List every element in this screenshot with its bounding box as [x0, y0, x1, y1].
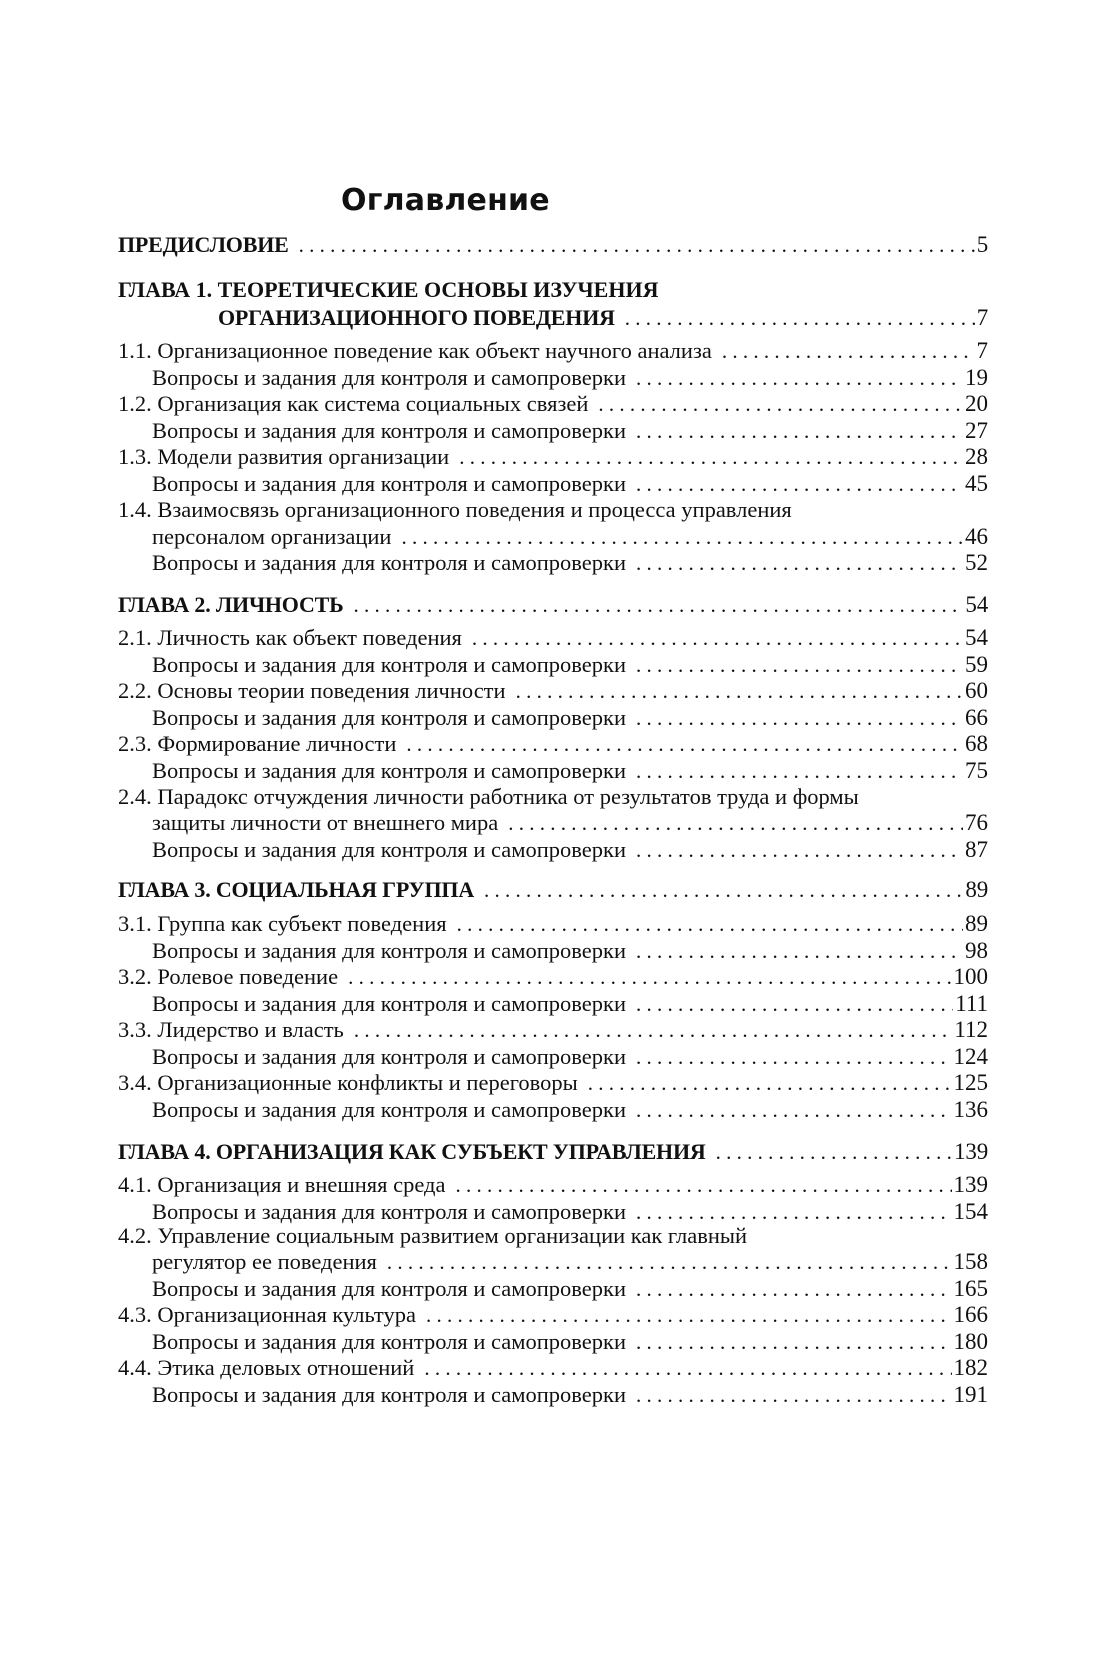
- leader-dots: [636, 651, 963, 679]
- toc-entry-preface[interactable]: [118, 231, 988, 259]
- toc-entry-1-1[interactable]: [118, 337, 988, 365]
- leader-dots: [401, 523, 963, 551]
- toc-entry-chapter-1[interactable]: [218, 304, 988, 332]
- toc-entry-4-1[interactable]: [118, 1171, 988, 1199]
- toc-entry-questions[interactable]: [152, 937, 988, 965]
- toc-entry-chapter-4[interactable]: [118, 1138, 988, 1166]
- toc-page-number: 46: [965, 524, 988, 549]
- toc-entry-title: 3.2. Ролевое поведение: [118, 964, 339, 989]
- toc-entry-title: Вопросы и задания для контроля и самопроверки: [152, 1329, 627, 1354]
- toc-entry-first-line: 2.4. Парадокс отчуждения личности работника от результатов труда и формы: [118, 784, 859, 809]
- toc-page-number: 28: [965, 444, 988, 469]
- leader-dots: [636, 704, 963, 732]
- toc-entry-questions[interactable]: [152, 651, 988, 679]
- toc-entry-questions[interactable]: [152, 1328, 988, 1356]
- toc-entry-chapter-3[interactable]: [118, 876, 988, 904]
- toc-page-number: 100: [953, 964, 988, 989]
- toc-entry-title: Вопросы и задания для контроля и самопроверки: [152, 550, 627, 575]
- toc-entry-2-2[interactable]: [118, 677, 988, 705]
- toc-page-number: 59: [965, 652, 988, 677]
- toc-entry-title: Вопросы и задания для контроля и самопроверки: [152, 1097, 627, 1122]
- toc-page-number: 166: [953, 1302, 988, 1327]
- leader-dots: [299, 231, 975, 259]
- toc-entry-title: 4.1. Организация и внешняя среда: [118, 1172, 446, 1197]
- toc-entry-4-2[interactable]: [152, 1248, 988, 1276]
- toc-entry-questions[interactable]: [152, 470, 988, 498]
- toc-page-number: 68: [965, 731, 988, 756]
- leader-dots: [636, 757, 963, 785]
- toc-entry-1-4[interactable]: [152, 523, 988, 551]
- leader-dots: [636, 937, 963, 965]
- toc-page-number: 139: [953, 1172, 988, 1197]
- toc-entry-title: ОРГАНИЗАЦИОННОГО ПОВЕДЕНИЯ: [218, 305, 615, 330]
- toc-entry-questions[interactable]: [152, 364, 988, 392]
- toc-entry-title: 1.1. Организационное поведение как объект научного анализа: [118, 338, 712, 363]
- toc-entry-title: Вопросы и задания для контроля и самопроверки: [152, 1382, 627, 1407]
- toc-entry-3-1[interactable]: [118, 910, 988, 938]
- toc-page-number: 182: [953, 1355, 988, 1380]
- toc-entry-4-3[interactable]: [118, 1301, 988, 1329]
- toc-entry-title: 3.1. Группа как субъект поведения: [118, 911, 447, 936]
- toc-page-number: 66: [965, 705, 988, 730]
- leader-dots: [722, 337, 975, 365]
- leader-dots: [636, 1096, 951, 1124]
- toc-entry-title: Вопросы и задания для контроля и самопроверки: [152, 471, 627, 496]
- toc-entry-3-3[interactable]: [118, 1016, 988, 1044]
- toc-page-number: 89: [965, 911, 988, 936]
- toc-entry-title: 1.3. Модели развития организации: [118, 444, 450, 469]
- leader-dots: [636, 470, 963, 498]
- toc-entry-chapter-2[interactable]: [118, 591, 988, 619]
- leader-dots: [472, 624, 963, 652]
- toc-entry-4-4[interactable]: [118, 1354, 988, 1382]
- toc-page-number: 52: [965, 550, 988, 575]
- toc-entry-title: Вопросы и задания для контроля и самопроверки: [152, 1276, 627, 1301]
- toc-page-number: 27: [965, 418, 988, 443]
- leader-dots: [636, 549, 963, 577]
- toc-page-number: 60: [965, 678, 988, 703]
- toc-entry-title: Вопросы и задания для контроля и самопроверки: [152, 365, 627, 390]
- leader-dots: [406, 730, 963, 758]
- leader-dots: [354, 1016, 953, 1044]
- leader-dots: [636, 417, 963, 445]
- leader-dots: [484, 876, 963, 904]
- page-title: Оглавление: [341, 183, 550, 218]
- toc-entry-1-2[interactable]: [118, 390, 988, 418]
- toc-entry-2-3[interactable]: [118, 730, 988, 758]
- leader-dots: [588, 1069, 952, 1097]
- toc-page-number: 125: [953, 1070, 988, 1095]
- toc-page-number: 7: [976, 305, 988, 330]
- toc-page-number: 89: [965, 877, 988, 902]
- toc-entry-title: 4.3. Организационная культура: [118, 1302, 416, 1327]
- toc-entry-title: Вопросы и задания для контроля и самопроверки: [152, 991, 627, 1016]
- toc-entry-questions[interactable]: [152, 1043, 988, 1071]
- toc-entry-questions[interactable]: [152, 757, 988, 785]
- toc-entry-title: ГЛАВА 3. СОЦИАЛЬНАЯ ГРУППА: [118, 877, 475, 902]
- toc-entry-questions[interactable]: [152, 1275, 988, 1303]
- toc-entry-title: ГЛАВА 2. ЛИЧНОСТЬ: [118, 592, 344, 617]
- toc-entry-title: Вопросы и задания для контроля и самопроверки: [152, 418, 627, 443]
- toc-page-number: 112: [954, 1017, 988, 1042]
- toc-entry-title: 2.3. Формирование личности: [118, 731, 397, 756]
- toc-entry-3-2[interactable]: [118, 963, 988, 991]
- toc-entry-questions[interactable]: [152, 549, 988, 577]
- toc-entry-title: Вопросы и задания для контроля и самопроверки: [152, 652, 627, 677]
- toc-entry-title: Вопросы и задания для контроля и самопроверки: [152, 938, 627, 963]
- leader-dots: [625, 304, 975, 332]
- toc-page-number: 45: [965, 471, 988, 496]
- leader-dots: [636, 1381, 951, 1409]
- toc-entry-questions[interactable]: [152, 417, 988, 445]
- leader-dots: [353, 591, 963, 619]
- leader-dots: [455, 1171, 951, 1199]
- toc-page-number: 180: [953, 1329, 988, 1354]
- leader-dots: [636, 364, 963, 392]
- toc-page-number: 136: [953, 1097, 988, 1122]
- toc-entry-title: 3.3. Лидерство и власть: [118, 1017, 344, 1042]
- toc-entry-title: Вопросы и задания для контроля и самопроверки: [152, 705, 627, 730]
- toc-entry-title: Вопросы и задания для контроля и самопроверки: [152, 1044, 627, 1069]
- leader-dots: [636, 836, 963, 864]
- toc-page-number: 54: [965, 592, 988, 617]
- toc-entry-2-4[interactable]: [152, 809, 988, 837]
- toc-page-number: 158: [953, 1249, 988, 1274]
- toc-page-number: 20: [965, 391, 988, 416]
- toc-entry-questions[interactable]: [152, 1381, 988, 1409]
- toc-entry-2-1[interactable]: [118, 624, 988, 652]
- toc-page-number: 111: [955, 991, 988, 1016]
- toc-entry-title: 4.4. Этика деловых отношений: [118, 1355, 415, 1380]
- toc-entry-title: персоналом организации: [152, 524, 392, 549]
- toc-page-number: 154: [953, 1199, 988, 1224]
- leader-dots: [508, 809, 963, 837]
- toc-chapter-heading-line: ГЛАВА 1. ТЕОРЕТИЧЕСКИЕ ОСНОВЫ ИЗУЧЕНИЯ: [118, 277, 659, 302]
- toc-page-number: 165: [953, 1276, 988, 1301]
- toc-entry-title: Вопросы и задания для контроля и самопроверки: [152, 1199, 627, 1224]
- leader-dots: [636, 1328, 951, 1356]
- toc-entry-title: защиты личности от внешнего мира: [152, 810, 499, 835]
- toc-entry-title: 2.1. Личность как объект поведения: [118, 625, 462, 650]
- toc-page-number: 124: [953, 1044, 988, 1069]
- toc-page-number: 76: [965, 810, 988, 835]
- leader-dots: [426, 1301, 952, 1329]
- toc-page-number: 191: [953, 1382, 988, 1407]
- toc-page-number: 87: [965, 837, 988, 862]
- toc-entry-questions[interactable]: [152, 990, 988, 1018]
- toc-page-number: 19: [965, 365, 988, 390]
- toc-entry-title: Вопросы и задания для контроля и самопроверки: [152, 758, 627, 783]
- toc-page-number: 5: [976, 232, 988, 257]
- toc-entry-title: ПРЕДИСЛОВИЕ: [118, 232, 289, 257]
- toc-page-number: 98: [965, 938, 988, 963]
- toc-entry-questions[interactable]: [152, 836, 988, 864]
- toc-entry-first-line: 1.4. Взаимосвязь организационного поведения и процесса управления: [118, 497, 792, 522]
- leader-dots: [636, 1043, 951, 1071]
- leader-dots: [457, 910, 963, 938]
- toc-entry-title: Вопросы и задания для контроля и самопроверки: [152, 837, 627, 862]
- toc-entry-title: 3.4. Организационные конфликты и переговоры: [118, 1070, 578, 1095]
- toc-page-number: 139: [954, 1139, 988, 1164]
- toc-page-number: 54: [965, 625, 988, 650]
- toc-entry-title: регулятор ее поведения: [152, 1249, 377, 1274]
- leader-dots: [459, 443, 963, 471]
- toc-entry-title: 1.2. Организация как система социальных связей: [118, 391, 589, 416]
- leader-dots: [387, 1248, 952, 1276]
- toc-entry-3-4[interactable]: [118, 1069, 988, 1097]
- toc-entry-title: 2.2. Основы теории поведения личности: [118, 678, 506, 703]
- leader-dots: [516, 677, 963, 705]
- leader-dots: [636, 1275, 951, 1303]
- leader-dots: [598, 390, 963, 418]
- leader-dots: [348, 963, 951, 991]
- toc-entry-questions[interactable]: [152, 704, 988, 732]
- leader-dots: [636, 990, 953, 1018]
- toc-page-number: 7: [976, 338, 988, 363]
- toc-entry-1-3[interactable]: [118, 443, 988, 471]
- leader-dots: [716, 1138, 953, 1166]
- toc-entry-questions[interactable]: [152, 1096, 988, 1124]
- toc-entry-title: ГЛАВА 4. ОРГАНИЗАЦИЯ КАК СУБЪЕКТ УПРАВЛЕНИЯ: [118, 1139, 706, 1164]
- toc-page-number: 75: [965, 758, 988, 783]
- leader-dots: [424, 1354, 951, 1382]
- toc-entry-first-line: 4.2. Управление социальным развитием организации как главный: [118, 1223, 748, 1248]
